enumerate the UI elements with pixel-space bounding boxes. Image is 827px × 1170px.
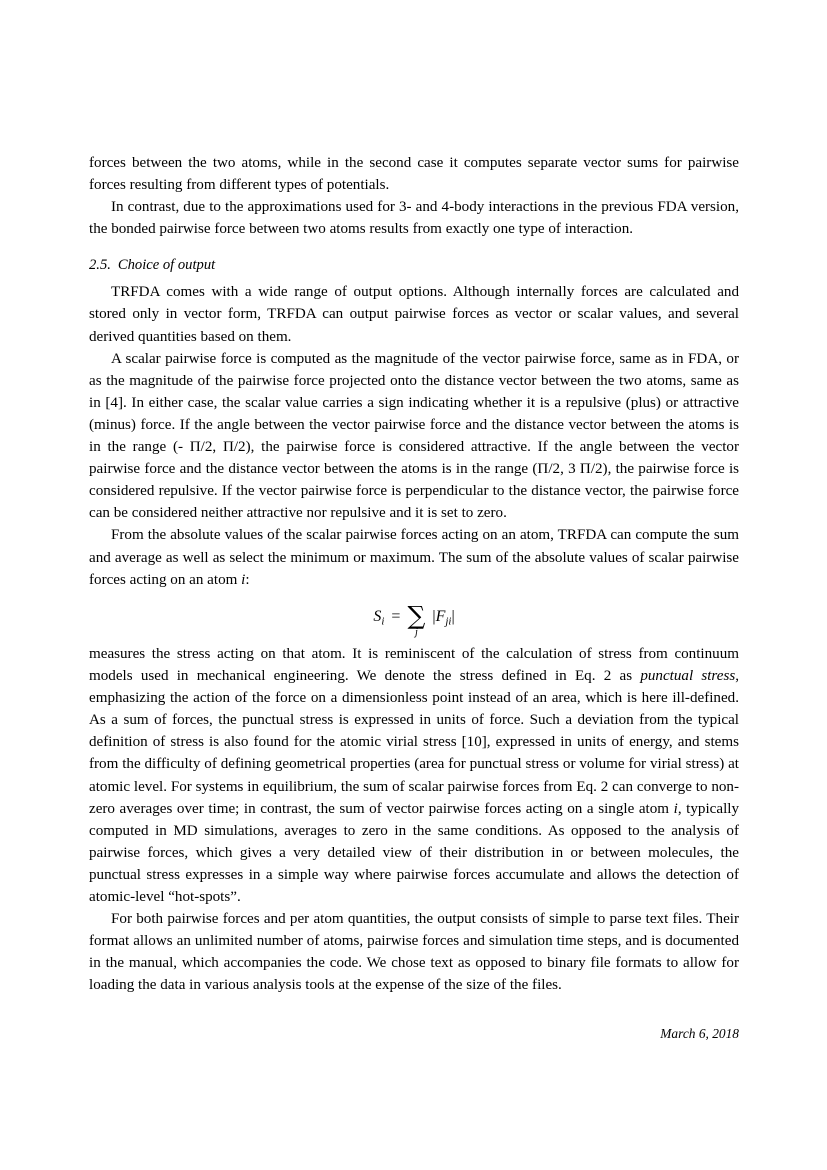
paragraph-measures-stress bbox=[89, 643, 739, 908]
paragraph-trfda-output-options: TRFDA comes with a wide range of output options. Although internally forces are calculated and stored only in vector form, TRFDA can output pairwise forces as vector or scalar values, and several derived quantities based on them. bbox=[89, 284, 739, 345]
summation-index: j bbox=[414, 626, 418, 638]
equation-lhs-symbol: S bbox=[373, 607, 382, 625]
equation-lhs-subscript: i bbox=[381, 615, 385, 628]
paragraph-continuation: forces between the two atoms, while in the second case it computes separate vector sums for pairwise forces resulting from different types of potentials. bbox=[89, 155, 739, 194]
math-variable-i: i bbox=[241, 571, 246, 588]
equation-expression bbox=[373, 600, 455, 638]
section-title: Choice of output bbox=[117, 257, 216, 274]
paragraph-scalar-pairwise-force bbox=[89, 348, 739, 525]
pi-symbol: Π bbox=[579, 461, 591, 478]
equation-rhs-symbol: F bbox=[435, 607, 446, 625]
pi-symbol: Π bbox=[537, 461, 549, 478]
summation-group bbox=[405, 600, 427, 638]
pi-symbol: Π bbox=[222, 439, 234, 456]
sigma-summation-icon: ∑ bbox=[407, 600, 426, 630]
text-fragment: /2, bbox=[200, 439, 223, 456]
emphasis-punctual-stress: punctual stress bbox=[640, 668, 736, 685]
paragraph-absolute-values-sum bbox=[89, 524, 739, 590]
paragraph-output-text-files: For both pairwise forces and per atom quantities, the output consists of simple to parse text files. Their format allows an unlimited number of atoms, pairwise forces and simulation time steps, and is documented in the manual, which accompanies the code. We chose text as opposed to binary file formats to allow for loading the data in various analysis tools at the expense of the size of the files. bbox=[89, 911, 739, 994]
text-fragment: , typically computed in MD simulations, averages to zero in the same conditions. As opposed to the analysis of pairwise forces, which gives a very detailed view of their distribution in or between molecules, the punctual stress expresses in a simple way where pairwise forces accumulate and allows the detection of atomic-level “hot-spots”. bbox=[89, 800, 739, 905]
math-variable-i: i bbox=[673, 800, 678, 817]
equation-rhs-subscript: ji bbox=[445, 615, 452, 628]
footer-date: March 6, 2018 bbox=[660, 1026, 739, 1041]
absolute-bar-open: | bbox=[432, 607, 436, 625]
absolute-bar-close: | bbox=[451, 607, 455, 625]
page-content bbox=[89, 152, 739, 996]
text-fragment: /2), the pairwise force is considered repulsive. If the vector pairwise force is perpendicular to the distance vector, the pairwise force can be considered neither attractive nor repulsive and it is set to zero. bbox=[89, 461, 740, 522]
equation-punctual-stress bbox=[89, 591, 739, 643]
text-fragment: /2), the pairwise force is considered attractive. If the angle between the vector pairwise force and the distance vector between the atoms is in the range ( bbox=[89, 439, 739, 478]
paragraph-in-contrast: In contrast, due to the approximations used for 3- and 4-body interactions in the previous FDA version, the bonded pairwise force between two atoms results from exactly one type of interaction. bbox=[89, 199, 739, 238]
section-number: 2.5. bbox=[89, 257, 111, 274]
section-heading-choice-of-output bbox=[89, 240, 739, 281]
text-fragment: A scalar pairwise force is computed as the magnitude of the vector pairwise force, same as in FDA, or as the magnitude of the pairwise force projected onto the distance vector between the two atoms, same as in [4]. In either case, the scalar value carries a sign indicating whether it is a repulsive (plus) or attractive (minus) force. If the angle between the vector pairwise force and the distance vector between the atoms is in the range (- bbox=[89, 350, 739, 456]
pi-symbol: Π bbox=[189, 439, 201, 456]
text-fragment: From the absolute values of the scalar pairwise forces acting on an atom, TRFDA can compute the sum and average as well as select the minimum or maximum. The sum of the absolute values of scalar pairwise forces acting on an atom bbox=[89, 527, 739, 588]
equation-operator: = bbox=[391, 607, 401, 625]
text-fragment: , emphasizing the action of the force on a dimensionless point instead of an area, which is here ill-defined. As a sum of forces, the punctual stress is expressed in units of force. Such a deviation from the typical definition of stress is also found for the atomic virial stress [10], expressed in units of energy, and stems from the difficulty of defining geometrical properties (area for punctual stress or volume for virial stress) at atomic level. For systems in equilibrium, the sum of scalar pairwise forces from Eq. 2 can converge to non-zero averages over time; in contrast, the sum of vector pairwise forces acting on a single atom bbox=[89, 668, 739, 817]
text-fragment: measures the stress acting on that atom. It is reminiscent of the calculation of stress from continuum models used in mechanical engineering. We denote the stress defined in Eq. 2 as bbox=[89, 645, 739, 685]
text-fragment: : bbox=[245, 571, 250, 588]
text-fragment: /2, 3 bbox=[548, 461, 580, 478]
